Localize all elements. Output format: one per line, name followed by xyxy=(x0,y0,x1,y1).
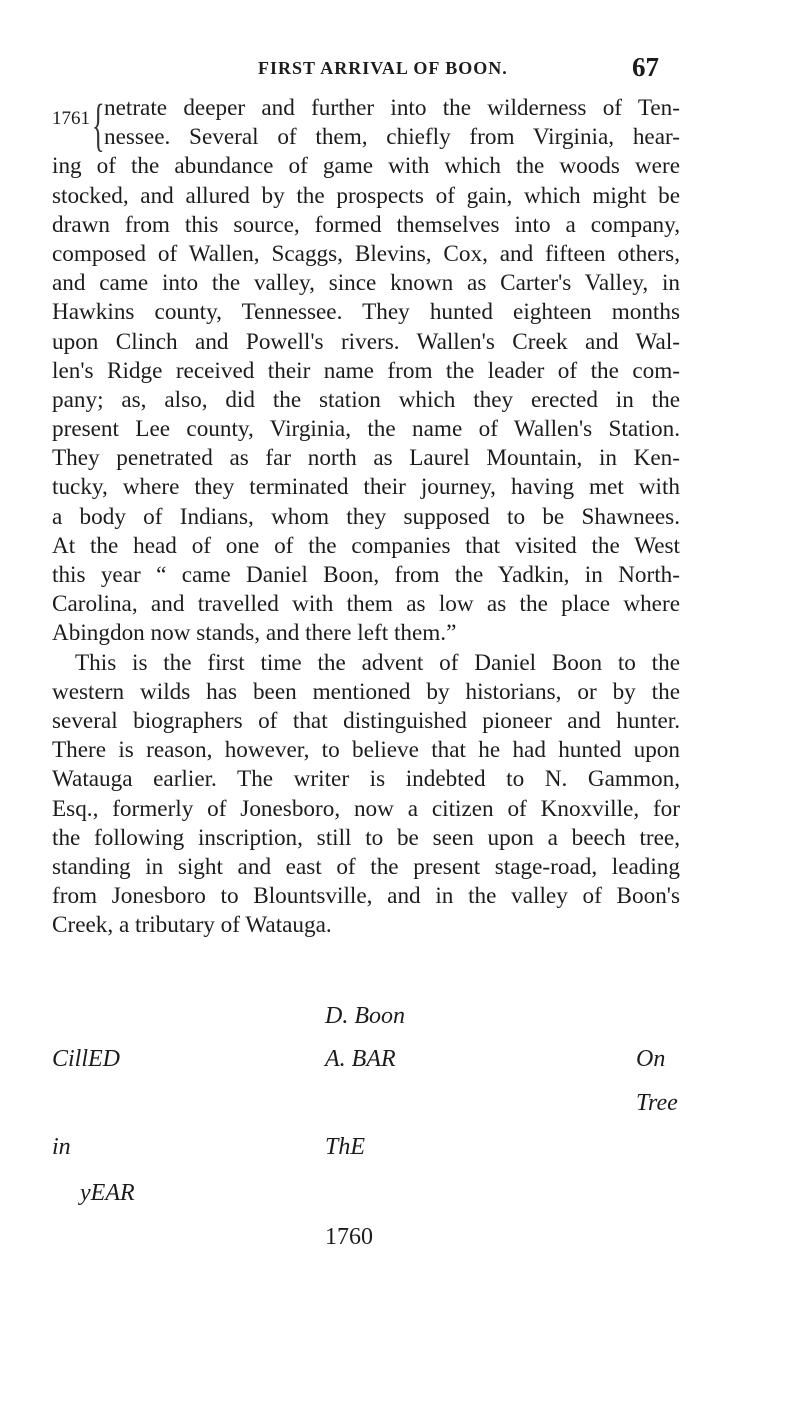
inscription-cilled: CillED xyxy=(52,1046,121,1072)
text-line: the following inscription, still to be seen upon a beech tree, xyxy=(52,824,680,851)
inscription-tree: Tree xyxy=(636,1090,678,1116)
text-line: netrate deeper and further into the wilderness of Ten- xyxy=(104,95,680,121)
text-line: len's Ridge received their name from the leader of the com- xyxy=(52,357,680,384)
text-line: standing in sight and east of the present stage-road, leading xyxy=(52,853,680,880)
text-line: present Lee county, Virginia, the name of Wallen's Station. xyxy=(52,416,680,443)
text-line: Hawkins county, Tennessee. They hunted eighteen months xyxy=(52,299,680,326)
text-line: Creek, a tributary of Watauga. xyxy=(52,912,332,939)
text-line: They penetrated as far north as Laurel Mountain, in Ken- xyxy=(52,445,680,472)
text-line: Abingdon now stands, and there left them.” xyxy=(52,620,457,647)
text-line: and came into the valley, since known as Carter's Valley, in xyxy=(52,270,680,297)
text-line: upon Clinch and Powell's rivers. Wallen's Creek and Wal- xyxy=(52,328,680,355)
text-line: There is reason, however, to believe that he had hunted upon xyxy=(52,737,680,764)
body-text xyxy=(52,94,680,940)
text-line: tucky, where they terminated their journey, having met with xyxy=(52,474,680,501)
text-line: this year “ came Daniel Boon, from the Yadkin, in North- xyxy=(52,562,680,588)
inscription-on: On xyxy=(636,1046,666,1072)
inscription-year-word: yEAR xyxy=(80,1180,135,1206)
text-line: from Jonesboro to Blountsville, and in the valley of Boon's xyxy=(52,883,680,910)
paragraph-2 xyxy=(52,649,680,941)
margin-brace: { xyxy=(92,92,105,157)
paragraph-1 xyxy=(52,94,680,649)
inscription-d-boon: D. Boon xyxy=(325,1003,405,1029)
inscription-in: in xyxy=(52,1134,71,1160)
running-title: FIRST ARRIVAL OF BOON. xyxy=(258,58,508,78)
text-line: drawn from this source, formed themselves into a company, xyxy=(52,211,680,238)
running-header xyxy=(0,52,800,88)
inscription-the: ThE xyxy=(325,1134,366,1160)
inscription-year-number: 1760 xyxy=(325,1224,373,1250)
text-line: a body of Indians, whom they supposed to be Shawnees. xyxy=(52,503,680,530)
text-line: stocked, and allured by the prospects of gain, which might be xyxy=(52,182,680,209)
margin-year-note: 1761 xyxy=(52,108,90,129)
text-line: western wilds has been mentioned by historians, or by the xyxy=(52,678,680,705)
text-line: several biographers of that distinguished pioneer and hunter. xyxy=(52,707,680,734)
text-line: composed of Wallen, Scaggs, Blevins, Cox, and fifteen others, xyxy=(52,240,680,267)
text-line: Carolina, and travelled with them as low as the place where xyxy=(52,591,680,618)
text-line: At the head of one of the companies that visited the West xyxy=(52,532,680,559)
inscription-a-bar: A. BAR xyxy=(325,1046,396,1072)
text-line: Esq., formerly of Jonesboro, now a citizen of Knoxville, for xyxy=(52,795,680,822)
text-line: nessee. Several of them, chiefly from Virginia, hear- xyxy=(104,124,680,151)
text-line: Watauga earlier. The writer is indebted to N. Gammon, xyxy=(52,766,680,793)
page-number: 67 xyxy=(632,52,659,82)
text-line: pany; as, also, did the station which they erected in the xyxy=(52,386,680,413)
text-line: This is the first time the advent of Daniel Boon to the xyxy=(75,649,680,676)
text-line: ing of the abundance of game with which the woods were xyxy=(52,153,680,180)
